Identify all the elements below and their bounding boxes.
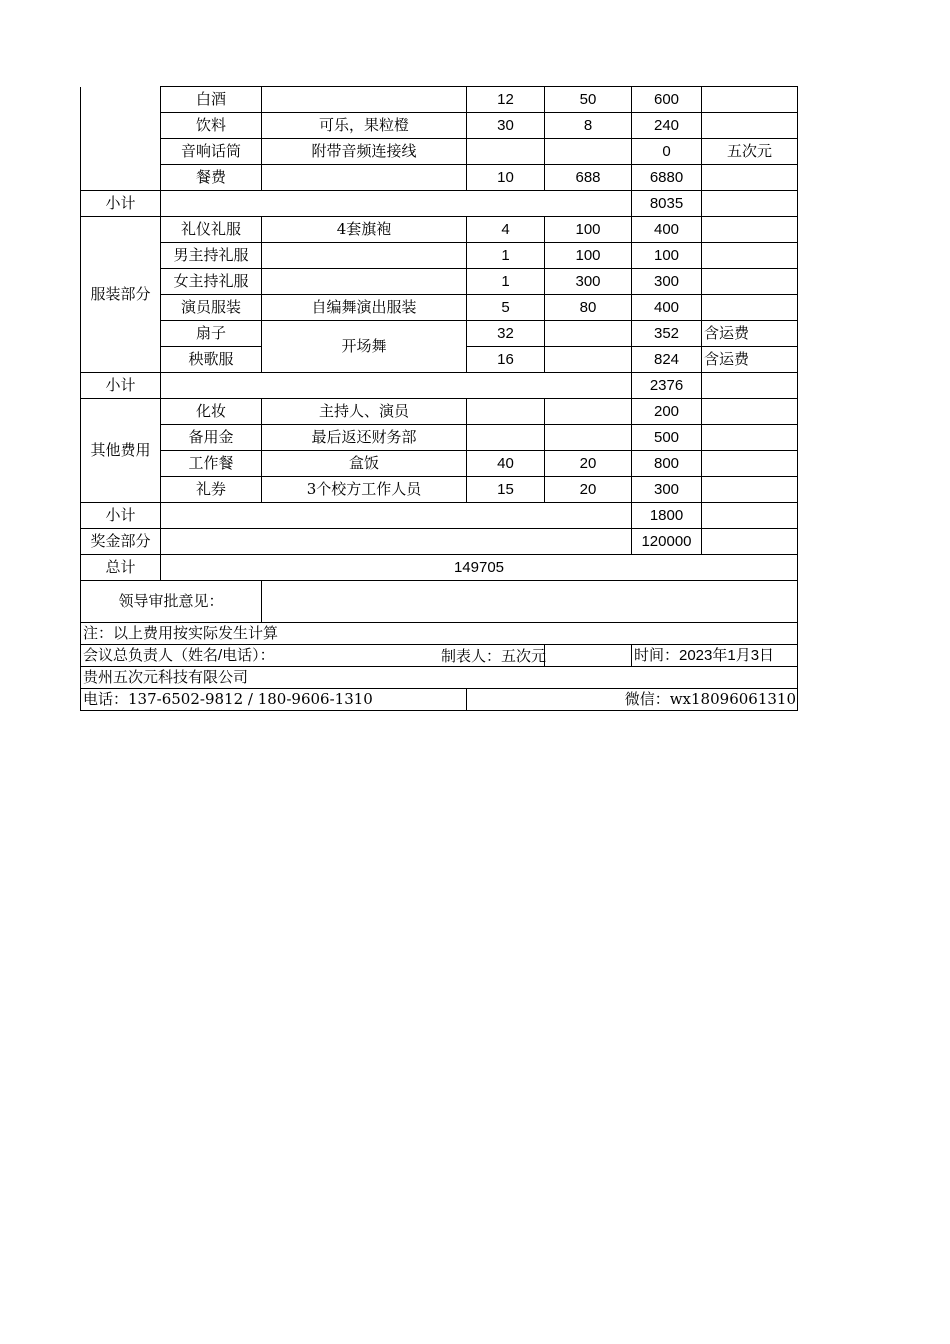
bonus-blank <box>161 529 632 555</box>
subtotal-label: 小计 <box>81 191 161 217</box>
footer-note-row <box>81 623 798 645</box>
total-label: 总计 <box>81 555 161 581</box>
desc-cell: 开场舞 <box>262 321 467 373</box>
amount-cell: 352 <box>632 321 702 347</box>
item-cell: 备用金 <box>161 425 262 451</box>
subtotal-label: 小计 <box>81 503 161 529</box>
item-cell: 礼仪礼服 <box>161 217 262 243</box>
note-cell <box>702 243 798 269</box>
table-row <box>81 87 798 113</box>
manager-label: 会议总负责人（姓名/电话）： <box>83 647 275 664</box>
note-cell <box>702 165 798 191</box>
price-cell: 20 <box>545 451 632 477</box>
desc-cell: 4套旗袍 <box>262 217 467 243</box>
qty-cell: 4 <box>467 217 545 243</box>
note-cell <box>702 87 798 113</box>
price-cell <box>545 139 632 165</box>
table-row <box>81 269 798 295</box>
amount-cell: 800 <box>632 451 702 477</box>
table-row <box>81 321 798 347</box>
note-cell: 含运费 <box>702 347 798 373</box>
desc-cell: 自编舞演出服装 <box>262 295 467 321</box>
price-cell: 100 <box>545 243 632 269</box>
amount-cell: 100 <box>632 243 702 269</box>
desc-cell: 盒饭 <box>262 451 467 477</box>
desc-cell: 可乐，果粒橙 <box>262 113 467 139</box>
total-amount: 149705 <box>161 555 798 581</box>
price-cell: 300 <box>545 269 632 295</box>
bonus-row <box>81 529 798 555</box>
amount-cell: 6880 <box>632 165 702 191</box>
note-cell: 五次元 <box>702 139 798 165</box>
qty-cell: 16 <box>467 347 545 373</box>
date-label: 时间：2023年1月3日 <box>632 645 798 667</box>
approval-label: 领导审批意见： <box>81 581 262 623</box>
qty-cell: 40 <box>467 451 545 477</box>
approval-row <box>81 581 798 623</box>
qty-cell <box>467 139 545 165</box>
price-cell: 100 <box>545 217 632 243</box>
item-cell: 男主持礼服 <box>161 243 262 269</box>
item-cell: 扇子 <box>161 321 262 347</box>
desc-cell <box>262 87 467 113</box>
company-name: 贵州五次元科技有限公司 <box>81 667 798 689</box>
footer-company-row <box>81 667 798 689</box>
budget-table <box>80 86 798 711</box>
note-cell <box>702 217 798 243</box>
table-row <box>81 295 798 321</box>
category-cell: 其他费用 <box>81 399 161 503</box>
note-cell <box>702 451 798 477</box>
item-cell: 工作餐 <box>161 451 262 477</box>
item-cell: 女主持礼服 <box>161 269 262 295</box>
approval-input[interactable] <box>262 581 798 623</box>
qty-cell: 1 <box>467 243 545 269</box>
table-row <box>81 243 798 269</box>
desc-cell <box>262 243 467 269</box>
item-cell: 白酒 <box>161 87 262 113</box>
price-cell <box>545 321 632 347</box>
table-row <box>81 165 798 191</box>
qty-cell <box>467 425 545 451</box>
item-cell: 秧歌服 <box>161 347 262 373</box>
bonus-amount: 120000 <box>632 529 702 555</box>
footer-contact-row <box>81 689 798 711</box>
amount-cell: 500 <box>632 425 702 451</box>
subtotal-amount: 2376 <box>632 373 702 399</box>
wechat-label: 微信：wx18096061310 <box>467 689 798 711</box>
price-cell: 20 <box>545 477 632 503</box>
qty-cell: 12 <box>467 87 545 113</box>
table-row <box>81 477 798 503</box>
maker-label: 制表人：五次元 <box>441 648 547 665</box>
item-cell: 礼券 <box>161 477 262 503</box>
subtotal-amount: 8035 <box>632 191 702 217</box>
desc-cell <box>262 165 467 191</box>
subtotal-blank <box>161 503 632 529</box>
amount-cell: 400 <box>632 217 702 243</box>
item-cell: 餐费 <box>161 165 262 191</box>
subtotal-amount: 1800 <box>632 503 702 529</box>
note-cell <box>702 529 798 555</box>
subtotal-label: 小计 <box>81 373 161 399</box>
price-cell <box>545 347 632 373</box>
qty-cell: 5 <box>467 295 545 321</box>
desc-cell: 最后返还财务部 <box>262 425 467 451</box>
table-row <box>81 217 798 243</box>
subtotal-row <box>81 191 798 217</box>
bonus-label: 奖金部分 <box>81 529 161 555</box>
amount-cell: 600 <box>632 87 702 113</box>
category-cell: 服装部分 <box>81 217 161 373</box>
subtotal-row <box>81 503 798 529</box>
qty-cell <box>467 399 545 425</box>
desc-cell: 主持人、演员 <box>262 399 467 425</box>
manager-field <box>81 645 545 667</box>
table-row <box>81 451 798 477</box>
qty-cell: 15 <box>467 477 545 503</box>
amount-cell: 400 <box>632 295 702 321</box>
note-cell <box>702 477 798 503</box>
footer-signature-row <box>81 645 798 667</box>
note-cell <box>702 399 798 425</box>
note-cell <box>702 269 798 295</box>
qty-cell: 32 <box>467 321 545 347</box>
amount-cell: 0 <box>632 139 702 165</box>
desc-cell: 3个校方工作人员 <box>262 477 467 503</box>
table-row <box>81 399 798 425</box>
qty-cell: 1 <box>467 269 545 295</box>
maker-spacer <box>545 645 632 667</box>
budget-sheet <box>80 86 797 711</box>
amount-cell: 200 <box>632 399 702 425</box>
qty-cell: 30 <box>467 113 545 139</box>
amount-cell: 300 <box>632 269 702 295</box>
note-cell <box>702 113 798 139</box>
note-cell <box>702 503 798 529</box>
note-cell <box>702 295 798 321</box>
table-row <box>81 425 798 451</box>
note-cell: 含运费 <box>702 321 798 347</box>
category-cell <box>81 87 161 191</box>
footer-note: 注：以上费用按实际发生计算 <box>81 623 798 645</box>
qty-cell: 10 <box>467 165 545 191</box>
price-cell <box>545 425 632 451</box>
price-cell: 50 <box>545 87 632 113</box>
amount-cell: 824 <box>632 347 702 373</box>
price-cell <box>545 399 632 425</box>
subtotal-blank <box>161 373 632 399</box>
table-row <box>81 139 798 165</box>
total-row <box>81 555 798 581</box>
desc-cell <box>262 269 467 295</box>
note-cell <box>702 191 798 217</box>
price-cell: 8 <box>545 113 632 139</box>
table-row <box>81 113 798 139</box>
item-cell: 演员服装 <box>161 295 262 321</box>
note-cell <box>702 373 798 399</box>
amount-cell: 240 <box>632 113 702 139</box>
price-cell: 80 <box>545 295 632 321</box>
subtotal-blank <box>161 191 632 217</box>
phone-label: 电话：137-6502-9812 / 180-9606-1310 <box>81 689 467 711</box>
amount-cell: 300 <box>632 477 702 503</box>
item-cell: 饮料 <box>161 113 262 139</box>
desc-cell: 附带音频连接线 <box>262 139 467 165</box>
subtotal-row <box>81 373 798 399</box>
note-cell <box>702 425 798 451</box>
price-cell: 688 <box>545 165 632 191</box>
item-cell: 音响话筒 <box>161 139 262 165</box>
item-cell: 化妆 <box>161 399 262 425</box>
